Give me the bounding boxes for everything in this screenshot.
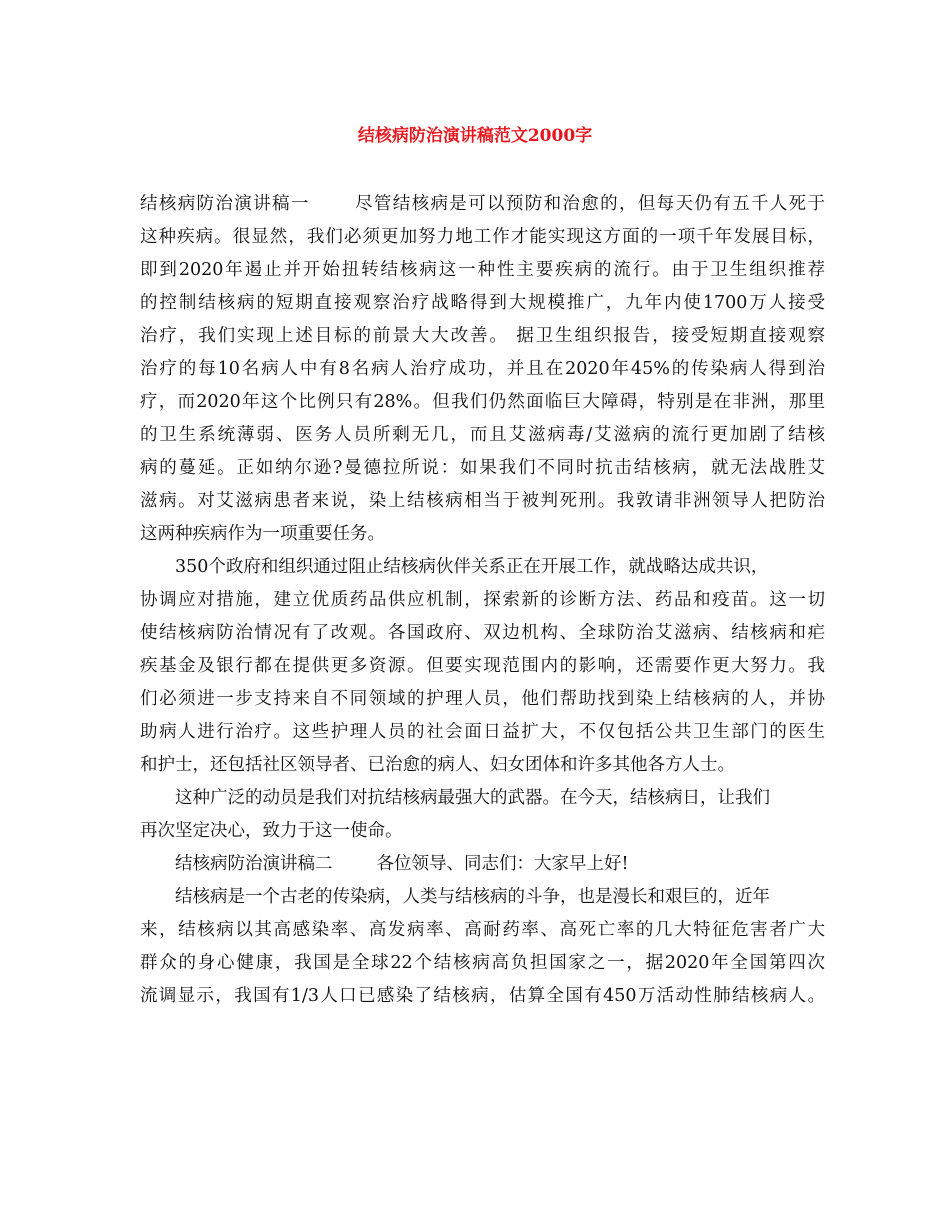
body-line: 和护士，还包括社区领导者、已治愈的病人、妇女团体和许多其他各方人士。: [140, 755, 735, 775]
paragraph-text: 各位领导、同志们：大家早上好!: [376, 854, 629, 874]
document-body: [140, 188, 825, 1013]
body-line: 疾基金及银行都在提供更多资源。但要实现范围内的影响，还需要作更大努力。我: [140, 656, 825, 676]
body-line: 的控制结核病的短期直接观察治疗战略得到大规模推广，九年内使1700万人接受: [140, 293, 825, 313]
body-line: 群众的身心健康，我国是全球22个结核病高负担国家之一，据2020年全国第四次: [140, 953, 825, 973]
body-line: 疗，而2020年这个比例只有28%。但我们仍然面临巨大障碍，特别是在非洲，那里: [140, 392, 825, 412]
body-line: 助病人进行治疗。这些护理人员的社会面日益扩大，不仅包括公共卫生部门的医生: [140, 722, 825, 742]
body-line: 治疗的每10名病人中有8名病人治疗成功，并且在2020年45%的传染病人得到治: [140, 359, 825, 379]
body-line: 这种广泛的动员是我们对抗结核病最强大的武器。在今天，结核病日，让我们: [175, 788, 770, 808]
body-line: 协调应对措施，建立优质药品供应机制，探索新的诊断方法、药品和疫苗。这一切: [140, 590, 825, 610]
section-heading: 结核病防治演讲稿一: [140, 194, 310, 214]
body-line: 再次坚定决心，致力于这一使命。: [140, 821, 403, 841]
body-line: 这种疾病。很显然，我们必须更加努力地工作才能实现这方面的一项千年发展目标，: [140, 227, 825, 247]
paragraph-text: 尽管结核病是可以预防和治愈的，但每天仍有五千人死于: [353, 194, 826, 214]
body-line: [140, 188, 825, 221]
body-line: 这两种疾病作为一项重要任务。: [140, 524, 385, 544]
body-line: 350个政府和组织通过阻止结核病伙伴关系正在开展工作，就战略达成共识，: [175, 557, 769, 577]
section-heading: 结核病防治演讲稿二: [175, 854, 333, 874]
body-line: 的卫生系统薄弱、医务人员所剩无几，而且艾滋病毒/艾滋病的流行更加剧了结核: [140, 425, 825, 445]
body-line: 即到2020年遏止并开始扭转结核病这一种性主要疾病的流行。由于卫生组织推荐: [140, 260, 825, 280]
body-line: 治疗，我们实现上述目标的前景大大改善。 据卫生组织报告，接受短期直接观察: [140, 326, 825, 346]
body-line: 结核病是一个古老的传染病，人类与结核病的斗争，也是漫长和艰巨的，近年: [175, 887, 770, 907]
body-line: 滋病。对艾滋病患者来说，染上结核病相当于被判死刑。我敦请非洲领导人把防治: [140, 491, 825, 511]
body-line: [140, 848, 825, 881]
body-line: 们必须进一步支持来自不同领域的护理人员，他们帮助找到染上结核病的人，并协: [140, 689, 825, 709]
body-line: 流调显示，我国有1/3人口已感染了结核病，估算全国有450万活动性肺结核病人。: [140, 986, 825, 1006]
body-line: 病的蔓延。正如纳尔逊?曼德拉所说：如果我们不同时抗击结核病，就无法战胜艾: [140, 458, 825, 478]
body-line: 来，结核病以其高感染率、高发病率、高耐药率、高死亡率的几大特征危害者广大: [140, 920, 825, 940]
body-line: 使结核病防治情况有了改观。各国政府、双边机构、全球防治艾滋病、结核病和疟: [140, 623, 825, 643]
document-title: 结核病防治演讲稿范文2000字: [357, 126, 593, 146]
